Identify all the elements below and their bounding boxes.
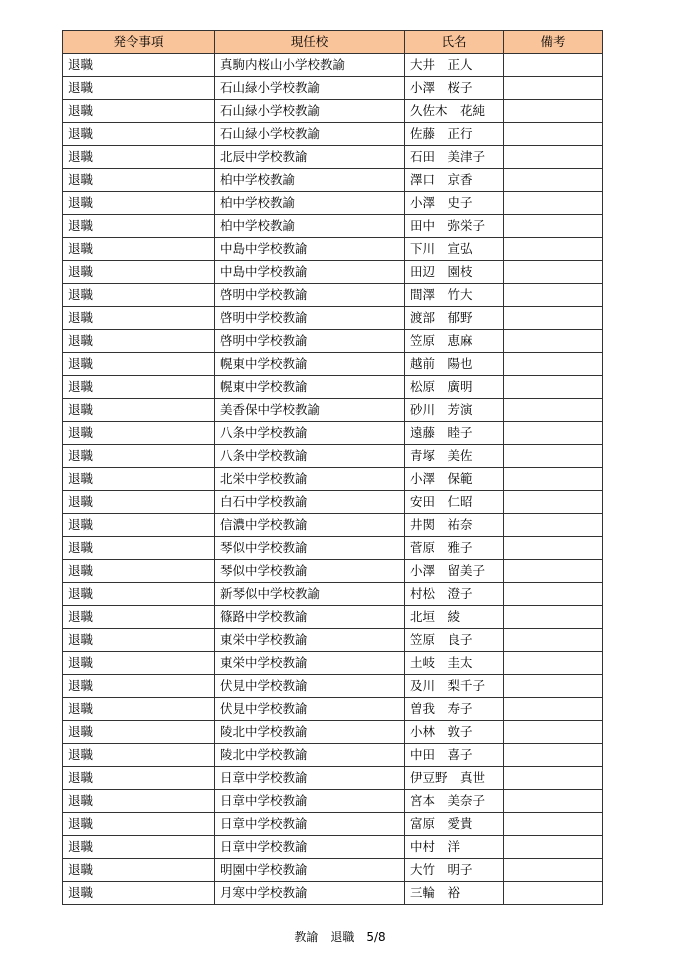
school-cell: 日章中学校教諭 xyxy=(215,836,405,859)
school-cell: 伏見中学校教諭 xyxy=(215,698,405,721)
school-cell: 伏見中学校教諭 xyxy=(215,675,405,698)
header-order: 発令事項 xyxy=(63,31,215,54)
remarks-cell xyxy=(504,744,603,767)
table-row xyxy=(63,514,603,537)
table-row xyxy=(63,445,603,468)
order-cell: 退職 xyxy=(63,376,215,399)
order-cell: 退職 xyxy=(63,422,215,445)
remarks-cell xyxy=(504,698,603,721)
school-cell: 石山緑小学校教諭 xyxy=(215,77,405,100)
school-cell: 啓明中学校教諭 xyxy=(215,330,405,353)
remarks-cell xyxy=(504,422,603,445)
school-cell: 幌東中学校教諭 xyxy=(215,376,405,399)
name-cell: 佐藤 正行 xyxy=(405,123,504,146)
remarks-cell xyxy=(504,537,603,560)
order-cell: 退職 xyxy=(63,261,215,284)
school-cell: 明園中学校教諭 xyxy=(215,859,405,882)
order-cell: 退職 xyxy=(63,307,215,330)
remarks-cell xyxy=(504,215,603,238)
school-cell: 陵北中学校教諭 xyxy=(215,721,405,744)
table-row xyxy=(63,468,603,491)
table-row xyxy=(63,698,603,721)
remarks-cell xyxy=(504,192,603,215)
order-cell: 退職 xyxy=(63,146,215,169)
table-row xyxy=(63,307,603,330)
table-row xyxy=(63,215,603,238)
name-cell: 下川 宣弘 xyxy=(405,238,504,261)
table-row xyxy=(63,606,603,629)
name-cell: 宮本 美奈子 xyxy=(405,790,504,813)
order-cell: 退職 xyxy=(63,192,215,215)
school-cell: 新琴似中学校教諭 xyxy=(215,583,405,606)
order-cell: 退職 xyxy=(63,491,215,514)
table-row xyxy=(63,123,603,146)
table-row xyxy=(63,54,603,77)
remarks-cell xyxy=(504,583,603,606)
table-row xyxy=(63,491,603,514)
school-cell: 陵北中学校教諭 xyxy=(215,744,405,767)
order-cell: 退職 xyxy=(63,652,215,675)
remarks-cell xyxy=(504,721,603,744)
name-cell: 中村 洋 xyxy=(405,836,504,859)
order-cell: 退職 xyxy=(63,445,215,468)
name-cell: 青塚 美佐 xyxy=(405,445,504,468)
remarks-cell xyxy=(504,514,603,537)
table-row xyxy=(63,261,603,284)
table-row xyxy=(63,882,603,905)
school-cell: 東栄中学校教諭 xyxy=(215,652,405,675)
name-cell: 大竹 明子 xyxy=(405,859,504,882)
name-cell: 菅原 雅子 xyxy=(405,537,504,560)
name-cell: 村松 澄子 xyxy=(405,583,504,606)
order-cell: 退職 xyxy=(63,330,215,353)
remarks-cell xyxy=(504,652,603,675)
school-cell: 日章中学校教諭 xyxy=(215,813,405,836)
name-cell: 中田 喜子 xyxy=(405,744,504,767)
remarks-cell xyxy=(504,353,603,376)
school-cell: 八条中学校教諭 xyxy=(215,445,405,468)
school-cell: 啓明中学校教諭 xyxy=(215,284,405,307)
order-cell: 退職 xyxy=(63,560,215,583)
header-name: 氏名 xyxy=(405,31,504,54)
table-row xyxy=(63,859,603,882)
remarks-cell xyxy=(504,376,603,399)
table-row xyxy=(63,146,603,169)
name-cell: 北垣 綾 xyxy=(405,606,504,629)
school-cell: 日章中学校教諭 xyxy=(215,790,405,813)
school-cell: 北辰中学校教諭 xyxy=(215,146,405,169)
name-cell: 遠藤 睦子 xyxy=(405,422,504,445)
school-cell: 白石中学校教諭 xyxy=(215,491,405,514)
name-cell: 曽我 寿子 xyxy=(405,698,504,721)
school-cell: 柏中学校教諭 xyxy=(215,215,405,238)
remarks-cell xyxy=(504,169,603,192)
name-cell: 澤口 京香 xyxy=(405,169,504,192)
school-cell: 石山緑小学校教諭 xyxy=(215,100,405,123)
name-cell: 大井 正人 xyxy=(405,54,504,77)
name-cell: 小林 敦子 xyxy=(405,721,504,744)
school-cell: 八条中学校教諭 xyxy=(215,422,405,445)
table-row xyxy=(63,836,603,859)
remarks-cell xyxy=(504,675,603,698)
header-remarks: 備考 xyxy=(504,31,603,54)
name-cell: 小澤 保範 xyxy=(405,468,504,491)
name-cell: 小澤 史子 xyxy=(405,192,504,215)
page-footer: 教諭 退職 5/8 xyxy=(294,930,386,944)
name-cell: 間澤 竹大 xyxy=(405,284,504,307)
name-cell: 安田 仁昭 xyxy=(405,491,504,514)
name-cell: 石田 美津子 xyxy=(405,146,504,169)
order-cell: 退職 xyxy=(63,100,215,123)
order-cell: 退職 xyxy=(63,54,215,77)
order-cell: 退職 xyxy=(63,698,215,721)
table-row xyxy=(63,100,603,123)
table-row xyxy=(63,353,603,376)
order-cell: 退職 xyxy=(63,882,215,905)
name-cell: 砂川 芳演 xyxy=(405,399,504,422)
order-cell: 退職 xyxy=(63,399,215,422)
school-cell: 琴似中学校教諭 xyxy=(215,560,405,583)
name-cell: 富原 愛貴 xyxy=(405,813,504,836)
table-row xyxy=(63,744,603,767)
remarks-cell xyxy=(504,284,603,307)
remarks-cell xyxy=(504,307,603,330)
remarks-cell xyxy=(504,100,603,123)
remarks-cell xyxy=(504,560,603,583)
name-cell: 井関 祐奈 xyxy=(405,514,504,537)
retirement-table xyxy=(62,30,603,905)
order-cell: 退職 xyxy=(63,353,215,376)
name-cell: 土岐 圭太 xyxy=(405,652,504,675)
table-row xyxy=(63,330,603,353)
order-cell: 退職 xyxy=(63,767,215,790)
order-cell: 退職 xyxy=(63,169,215,192)
order-cell: 退職 xyxy=(63,537,215,560)
name-cell: 渡部 郁野 xyxy=(405,307,504,330)
school-cell: 幌東中学校教諭 xyxy=(215,353,405,376)
name-cell: 田中 弥栄子 xyxy=(405,215,504,238)
name-cell: 笠原 良子 xyxy=(405,629,504,652)
remarks-cell xyxy=(504,146,603,169)
remarks-cell xyxy=(504,123,603,146)
order-cell: 退職 xyxy=(63,675,215,698)
order-cell: 退職 xyxy=(63,606,215,629)
order-cell: 退職 xyxy=(63,836,215,859)
remarks-cell xyxy=(504,836,603,859)
table-row xyxy=(63,652,603,675)
name-cell: 越前 陽也 xyxy=(405,353,504,376)
header-school: 現任校 xyxy=(215,31,405,54)
remarks-cell xyxy=(504,261,603,284)
order-cell: 退職 xyxy=(63,77,215,100)
order-cell: 退職 xyxy=(63,215,215,238)
remarks-cell xyxy=(504,54,603,77)
school-cell: 美香保中学校教諭 xyxy=(215,399,405,422)
table-row xyxy=(63,790,603,813)
name-cell: 田辺 園枝 xyxy=(405,261,504,284)
table-row xyxy=(63,629,603,652)
school-cell: 中島中学校教諭 xyxy=(215,261,405,284)
name-cell: 笠原 恵麻 xyxy=(405,330,504,353)
order-cell: 退職 xyxy=(63,514,215,537)
name-cell: 小澤 桜子 xyxy=(405,77,504,100)
order-cell: 退職 xyxy=(63,721,215,744)
remarks-cell xyxy=(504,77,603,100)
school-cell: 石山緑小学校教諭 xyxy=(215,123,405,146)
remarks-cell xyxy=(504,330,603,353)
school-cell: 琴似中学校教諭 xyxy=(215,537,405,560)
remarks-cell xyxy=(504,767,603,790)
table-row xyxy=(63,422,603,445)
order-cell: 退職 xyxy=(63,123,215,146)
name-cell: 及川 梨千子 xyxy=(405,675,504,698)
table-row xyxy=(63,583,603,606)
name-cell: 小澤 留美子 xyxy=(405,560,504,583)
remarks-cell xyxy=(504,468,603,491)
school-cell: 月寒中学校教諭 xyxy=(215,882,405,905)
remarks-cell xyxy=(504,882,603,905)
school-cell: 信濃中学校教諭 xyxy=(215,514,405,537)
remarks-cell xyxy=(504,445,603,468)
school-cell: 柏中学校教諭 xyxy=(215,192,405,215)
remarks-cell xyxy=(504,790,603,813)
school-cell: 啓明中学校教諭 xyxy=(215,307,405,330)
order-cell: 退職 xyxy=(63,790,215,813)
remarks-cell xyxy=(504,629,603,652)
school-cell: 北栄中学校教諭 xyxy=(215,468,405,491)
table-row xyxy=(63,376,603,399)
school-cell: 中島中学校教諭 xyxy=(215,238,405,261)
name-cell: 伊豆野 真世 xyxy=(405,767,504,790)
remarks-cell xyxy=(504,859,603,882)
header-row xyxy=(63,31,603,54)
table-row xyxy=(63,537,603,560)
table-row xyxy=(63,813,603,836)
remarks-cell xyxy=(504,491,603,514)
remarks-cell xyxy=(504,606,603,629)
school-cell: 柏中学校教諭 xyxy=(215,169,405,192)
order-cell: 退職 xyxy=(63,859,215,882)
order-cell: 退職 xyxy=(63,238,215,261)
order-cell: 退職 xyxy=(63,813,215,836)
school-cell: 東栄中学校教諭 xyxy=(215,629,405,652)
table-row xyxy=(63,192,603,215)
order-cell: 退職 xyxy=(63,468,215,491)
table-row xyxy=(63,284,603,307)
order-cell: 退職 xyxy=(63,583,215,606)
order-cell: 退職 xyxy=(63,629,215,652)
table-row xyxy=(63,399,603,422)
remarks-cell xyxy=(504,813,603,836)
table-row xyxy=(63,238,603,261)
name-cell: 三輪 裕 xyxy=(405,882,504,905)
table-row xyxy=(63,721,603,744)
name-cell: 久佐木 花純 xyxy=(405,100,504,123)
table-row xyxy=(63,675,603,698)
school-cell: 真駒内桜山小学校教諭 xyxy=(215,54,405,77)
order-cell: 退職 xyxy=(63,284,215,307)
table-row xyxy=(63,77,603,100)
remarks-cell xyxy=(504,399,603,422)
table-row xyxy=(63,169,603,192)
school-cell: 日章中学校教諭 xyxy=(215,767,405,790)
name-cell: 松原 廣明 xyxy=(405,376,504,399)
table-row xyxy=(63,560,603,583)
school-cell: 篠路中学校教諭 xyxy=(215,606,405,629)
table-row xyxy=(63,767,603,790)
remarks-cell xyxy=(504,238,603,261)
order-cell: 退職 xyxy=(63,744,215,767)
